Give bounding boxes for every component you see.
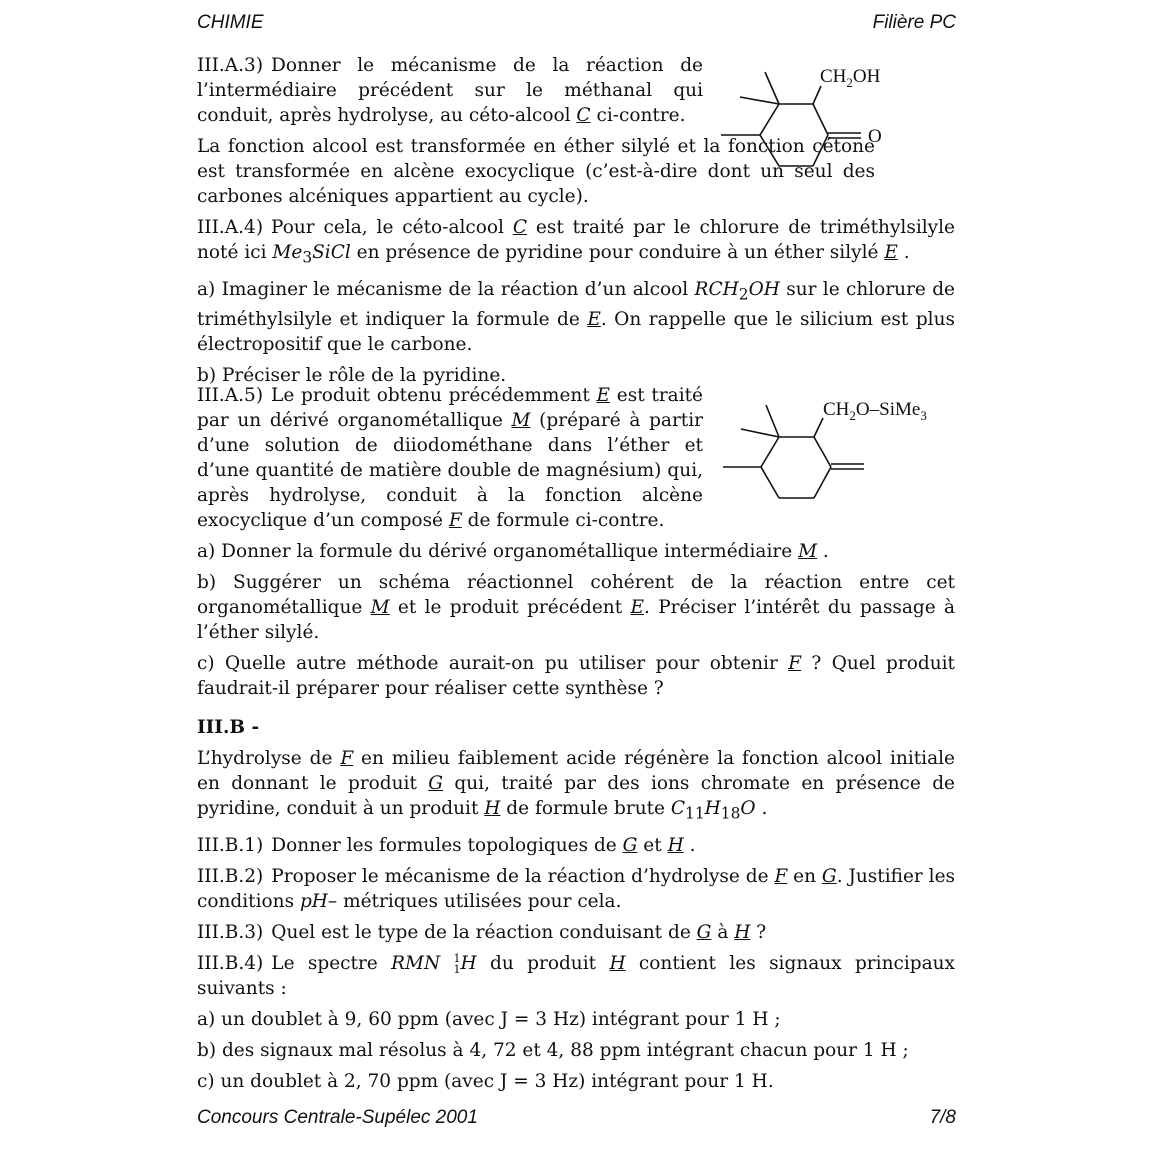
- paragraph-iii-b-intro: L’hydrolyse de F en milieu faiblement acide régénère la fonction alcool initiale en donnant le produit G qui, traité par des ions chromate en présence de pyridine, conduit à un produit H de formule brute $C_{11}H_{18}O$ .: [197, 748, 956, 823]
- section-iii-b-heading: III.B -: [197, 717, 260, 738]
- paragraph-iii-a-5-a: a) Donner la formule du dérivé organométallique intermédiaire M .: [197, 541, 829, 562]
- paragraph-iii-b-4-a: a) un doublet à 9, 60 ppm (avec J = 3 Hz) intégrant pour 1 H ;: [197, 1008, 781, 1030]
- paragraph-iii-a-3-description: La fonction alcool est transformée en éther silylé et la fonction cétone est transformée en alcène exocyclique (c’est-à-dire dont un seul des carbones alcéniques appartient au cycle).: [197, 136, 875, 207]
- section-iii-b: [197, 715, 955, 1100]
- paragraph-iii-a-5-intro: III.A.5) Le produit obtenu précédemment E est traité par un dérivé organométallique M (préparé à partir d’une solution de diiodométhane dans l’éther et d’une quantité de matière double de magnésium) qui, après hydrolyse, conduit à la fonction alcène exocyclique d’un composé F de formule ci-contre.: [197, 385, 704, 531]
- paragraph-iii-b-4-b: b) des signaux mal résolus à 4, 72 et 4, 88 ppm intégrant chacun pour 1 H ;: [197, 1039, 909, 1061]
- paragraph-iii-a-4-b: b) Préciser le rôle de la pyridine.: [197, 365, 507, 387]
- section-iii-a-4: [197, 215, 955, 394]
- paragraph-iii-b-2: III.B.2) Proposer le mécanisme de la réaction d’hydrolyse de F en G. Justifier les conditions pH– métriques utilisées pour cela.: [197, 865, 956, 912]
- molecule-c-ch2oh-label: $CH_2OH$: [820, 66, 881, 90]
- header-subject: CHIMIE: [197, 12, 264, 33]
- paragraph-iii-a-3-question: III.A.3) Donner le mécanisme de la réaction de l’intermédiaire précédent sur le méthanal qui conduit, après hydrolyse, au céto-alcool C ci-contre.: [197, 55, 703, 126]
- paragraph-iii-b-1: III.B.1) Donner les formules topologiques de G et H .: [197, 834, 696, 856]
- footer-exam-name: Concours Centrale-Supélec 2001: [197, 1107, 478, 1128]
- section-iii-a-5: [197, 383, 955, 707]
- section-iii-a-3: [197, 53, 955, 215]
- paragraph-iii-b-3: III.B.3) Quel est le type de la réaction conduisant de G à H ?: [197, 921, 767, 943]
- paragraph-iii-a-5-c: c) Quelle autre méthode aurait-on pu utiliser pour obtenir F ? Quel produit faudrait-il préparer pour réaliser cette synthèse ?: [197, 653, 955, 699]
- paragraph-iii-b-4: III.B.4) Le spectre RMN 1 1H du produit H contient les signaux principaux suivants :: [197, 951, 955, 999]
- paragraph-iii-a-4-a: a) Imaginer le mécanisme de la réaction d’un alcool $RCH_2OH$ sur le chlorure de triméthylsilyle et indiquer la formule de E. On rappelle que le silicium est plus électropositif que le carbone.: [197, 278, 955, 356]
- molecule-f-substituent-label: $CH_2O-SiMe_3$: [823, 399, 927, 423]
- footer-page-number: 7/8: [929, 1107, 956, 1128]
- paragraph-iii-a-4-intro: III.A.4) Pour cela, le céto-alcool C est traité par le chlorure de triméthylsilyle noté ici $Me_3SiCl$ en présence de pyridine pour conduire à un éther silylé E .: [197, 217, 955, 267]
- molecule-c-oxygen-label: O: [868, 126, 882, 147]
- paragraph-iii-a-5-b: b) Suggérer un schéma réactionnel cohérent de la réaction entre cet organométallique M et le produit précédent E. Préciser l’intérêt du passage à l’éther silylé.: [197, 572, 956, 643]
- header-track: Filière PC: [872, 12, 956, 33]
- paragraph-iii-b-4-c: c) un doublet à 2, 70 ppm (avec J = 3 Hz) intégrant pour 1 H.: [197, 1070, 774, 1092]
